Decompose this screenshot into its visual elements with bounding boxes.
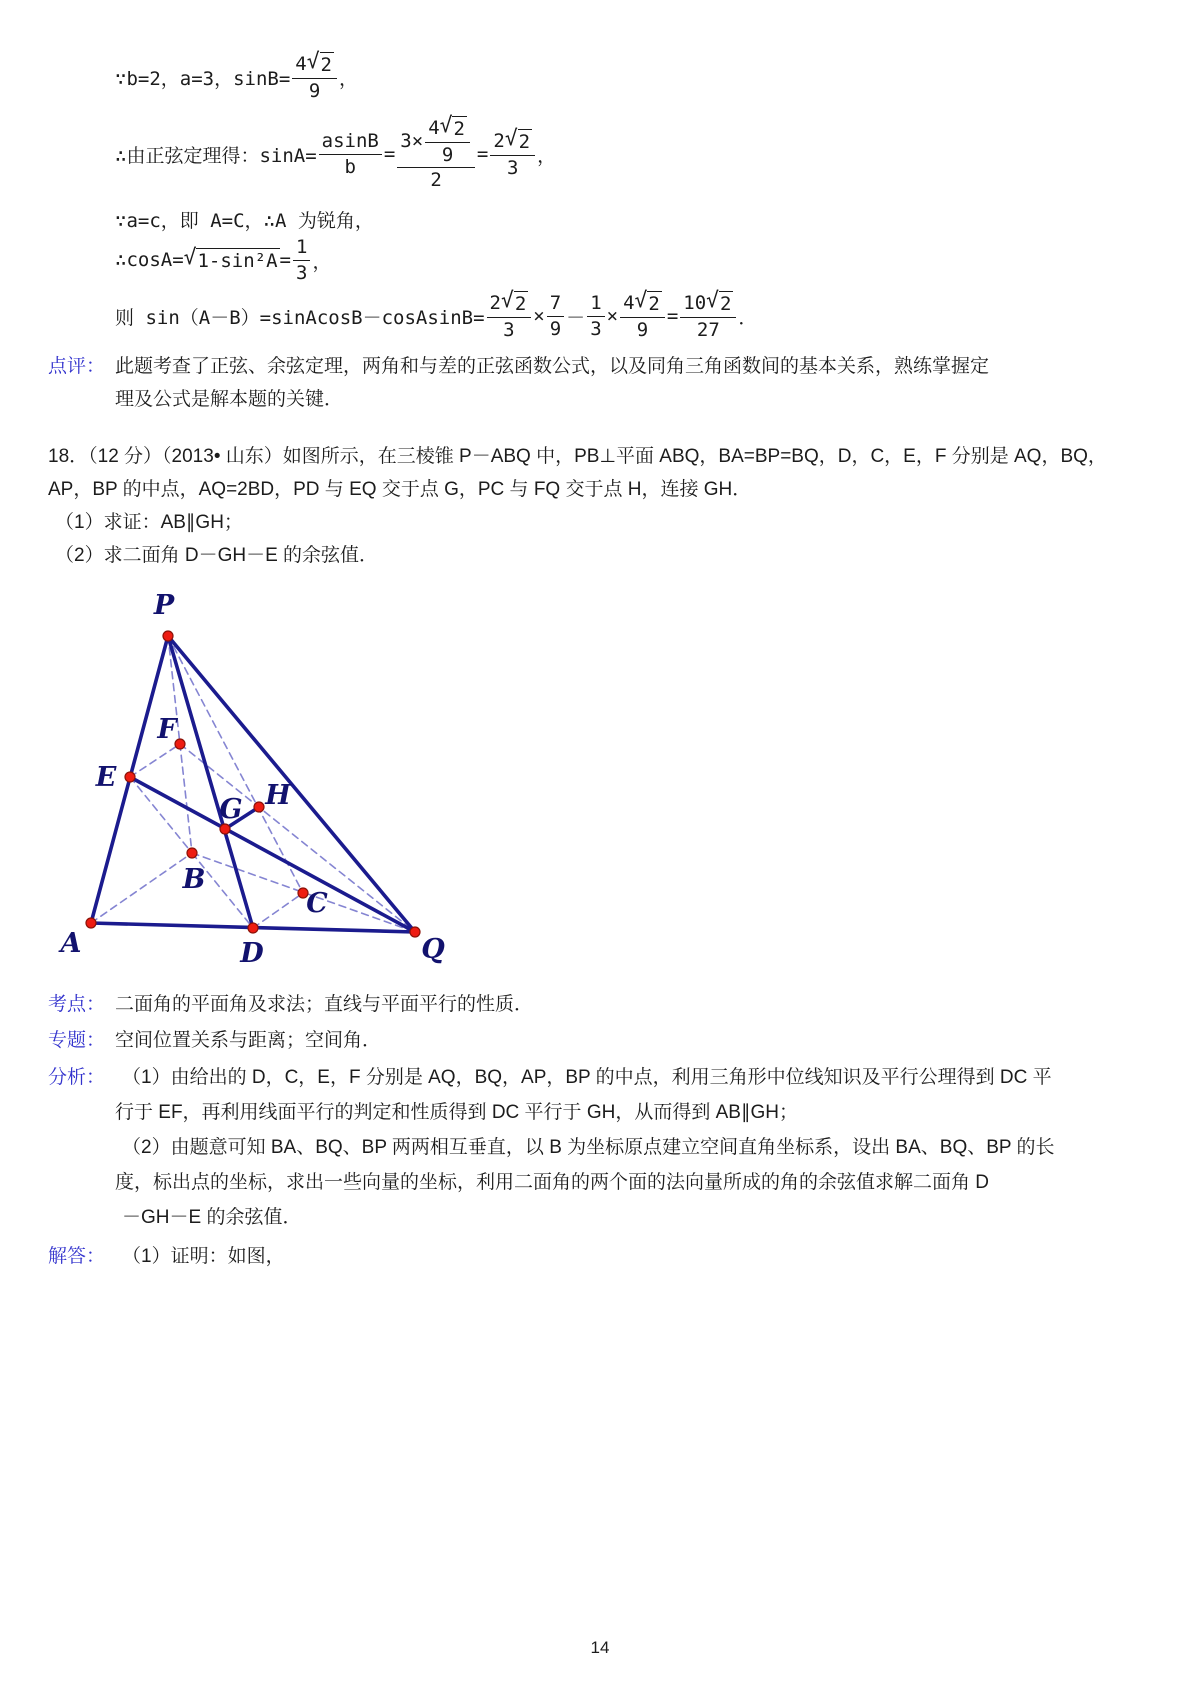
frac-numerator: 1 [295,235,308,258]
formula-text: = [666,305,679,327]
sqrt-sign: √ [183,245,197,270]
formula-text: ， [537,144,557,167]
point-A [86,918,96,928]
point-P [163,631,173,641]
section-label: 考点： [48,994,106,1015]
sqrt [439,112,467,141]
sqrt [706,287,733,316]
frac-numerator: 4 [295,52,307,75]
frac-numerator: asinB [321,129,379,152]
frac-denominator: 3 [503,318,515,341]
sqrt-radicand: 1-sin²A [197,250,278,272]
comment-section [48,350,1158,416]
comment-line: 理及公式是解本题的关键． [115,389,344,410]
section-zhuanti [48,1024,1158,1057]
page-number: 14 [590,1638,610,1657]
sqrt [306,48,334,77]
formula-text: = [279,249,291,271]
vertex-label-C: C [306,888,328,919]
sqrt-radicand: 2 [320,53,332,76]
problem-statement [48,440,1158,572]
analysis-line: 度，标出点的坐标，求出一些向量的坐标，利用二面角的两个面的法向量所成的角的余弦值求解二面角 D [115,1172,990,1193]
sqrt-radicand: 2 [514,292,527,315]
formula-text: － [566,306,586,329]
sqrt-radicand: 2 [648,292,660,315]
sqrt-sign: √ [706,287,719,313]
section-label: 解答： [48,1246,106,1267]
analysis-line: －GH－E 的余弦值． [122,1207,302,1228]
frac-denominator: 27 [696,318,720,341]
frac-denominator: 3 [295,261,308,284]
fraction [680,287,736,342]
section-label: 专题： [48,1030,106,1051]
section-text: 二面角的平面角及求法；直线与平面平行的性质． [115,994,534,1015]
frac-denominator: 9 [308,79,321,102]
section-text [115,1060,1158,1235]
fraction-big [397,112,475,192]
sqrt-radicand: 2 [719,292,732,315]
frac-denominator: 3 [506,156,519,179]
comment-line: 此题考查了正弦、余弦定理，两角和与差的正弦函数公式，以及同角三角函数间的基本关系，熟练掌握定 [115,356,990,377]
sqrt [634,287,662,316]
section-label: 分析： [48,1067,106,1088]
sqrt-sign: √ [634,287,648,313]
problem-part-2: （2）求二面角 D－GH－E 的余弦值． [55,545,379,566]
problem-line: 18．（12 分）（2013• 山东）如图所示，在三棱锥 P－ABQ 中，PB⊥平面 ABQ，BA=BP=BQ，D，C，E，F 分别是 AQ，BQ， [48,446,1107,467]
formula-line-5 [115,286,757,346]
formula-text: ∴由正弦定理得：sinA= [115,144,317,167]
formula-line-1 [115,48,358,106]
fraction [487,287,532,342]
frac-numerator: 4 [428,116,440,139]
point-B [187,848,197,858]
formula-text: ∴cosA= [115,249,184,271]
problem-part-1: （1）求证：AB∥GH； [55,512,243,533]
formula-text: = [383,143,396,165]
sqrt-radicand: 2 [453,117,465,140]
sqrt [183,245,280,272]
section-text: （1）证明：如图， [122,1246,285,1267]
sqrt [504,125,532,154]
sqrt [501,287,528,316]
section-jieda [48,1240,1158,1273]
edge-DC [253,893,303,928]
frac-numerator: 4 [623,291,635,314]
sqrt-sign: √ [504,125,518,151]
vertex-label-P: P [153,590,175,621]
frac-denominator: 9 [441,143,454,166]
vertex-label-B: B [182,864,206,895]
vertex-label-E: E [95,762,117,793]
comment-text [115,350,1158,416]
section-text: 空间位置关系与距离；空间角． [115,1030,382,1051]
formula-text: = [476,143,489,165]
sqrt-radicand: 2 [518,130,531,153]
formula-text: ∵b=2，a=3，sinB= [115,67,291,90]
vertex-label-Q: Q [421,934,445,965]
formula-line-4 [115,236,331,284]
frac-denominator: 3 [590,317,602,340]
formula-text: ， [312,250,332,273]
fraction [587,292,604,341]
frac-denominator: b [344,155,356,178]
frac-numerator: 7 [549,291,562,314]
fraction [293,236,310,285]
point-E [125,772,135,782]
diagram-wrapper [40,560,480,985]
frac-denominator: 2 [430,169,442,192]
formula-line-2 [115,108,556,200]
fraction [425,112,470,167]
vertex-label-D: D [240,938,264,969]
formula-text: × [533,305,545,327]
geometry-diagram [40,560,480,980]
point-H [254,802,264,812]
edge-EB [130,777,192,853]
problem-line: AP，BP 的中点，AQ=2BD，PD 与 EQ 交于点 G，PC 与 FQ 交于点 H，连接 GH． [48,479,752,500]
fraction [319,130,382,179]
frac-numerator: 3× [400,129,424,152]
frac-numerator: 2 [489,291,501,314]
vertex-label-A: A [60,928,82,959]
point-D [248,923,258,933]
analysis-line: 行于 EF，再利用线面平行的判定和性质得到 DC 平行于 GH，从而得到 AB∥GH； [115,1102,798,1123]
vertex-label-H: H [265,780,291,811]
formula-text: × [606,305,619,327]
comment-label: 点评： [48,356,106,377]
edge-FQ [180,744,415,932]
vertex-label-F: F [157,714,177,745]
formula-line-3 [115,204,374,234]
fraction [547,292,564,341]
formula-text: ∵a=c，即 A=C，∴A 为锐角， [115,209,374,232]
point-Q [410,927,420,937]
frac-numerator: 10 [683,291,707,314]
formula-text: ． [738,306,758,329]
vertex-label-G: G [219,794,243,825]
section-fenxi [48,1060,1158,1235]
edge-PD [168,636,253,928]
frac-denominator: 9 [636,318,649,341]
formula-text: 则 sin（A－B）=sinAcosB－cosAsinB= [115,306,485,329]
fraction [292,48,337,103]
fraction [490,125,535,180]
formula-text: ， [339,67,359,90]
point-G [220,824,230,834]
frac-numerator: 2 [493,129,505,152]
sqrt-sign: √ [439,112,453,138]
analysis-line: （1）由给出的 D，C，E，F 分别是 AQ，BQ，AP，BP 的中点，利用三角形中位线知识及平行公理得到 DC 平 [122,1067,1052,1088]
frac-numerator: 1 [590,291,602,314]
section-kaodian [48,988,1158,1021]
fraction [620,287,665,342]
sqrt-sign: √ [501,287,514,313]
frac-denominator: 9 [549,317,562,340]
sqrt-sign: √ [306,48,320,74]
analysis-line: （2）由题意可知 BA、BQ、BP 两两相互垂直，以 B 为坐标原点建立空间直角坐标系，设出 BA、BQ、BP 的长 [122,1137,1055,1158]
